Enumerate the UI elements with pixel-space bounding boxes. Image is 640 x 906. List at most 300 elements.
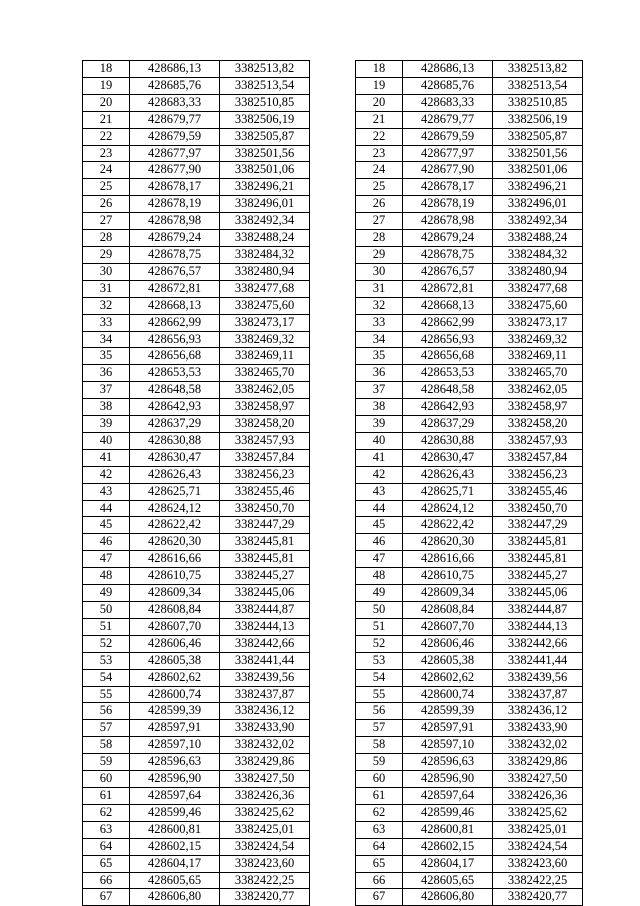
table-row bbox=[83, 635, 583, 652]
left-x-coordinate-cell: 428656,93 bbox=[130, 331, 220, 348]
left-point-number-cell: 51 bbox=[83, 618, 130, 635]
left-point-number-cell: 53 bbox=[83, 652, 130, 669]
table-row bbox=[83, 602, 583, 619]
table-row bbox=[83, 855, 583, 872]
right-point-number-cell: 22 bbox=[356, 128, 403, 145]
table-row bbox=[83, 77, 583, 94]
right-y-coordinate-cell: 3382425,62 bbox=[493, 804, 583, 821]
left-y-coordinate-cell: 3382429,86 bbox=[220, 754, 310, 771]
right-point-number-cell: 31 bbox=[356, 280, 403, 297]
left-x-coordinate-cell: 428622,42 bbox=[130, 517, 220, 534]
right-x-coordinate-cell: 428600,81 bbox=[403, 821, 493, 838]
right-x-coordinate-cell: 428626,43 bbox=[403, 466, 493, 483]
right-point-number-cell: 60 bbox=[356, 771, 403, 788]
column-gap bbox=[310, 230, 356, 247]
table-row bbox=[83, 213, 583, 230]
left-point-number-cell: 27 bbox=[83, 213, 130, 230]
left-x-coordinate-cell: 428599,39 bbox=[130, 703, 220, 720]
right-x-coordinate-cell: 428656,68 bbox=[403, 348, 493, 365]
left-x-coordinate-cell: 428642,93 bbox=[130, 399, 220, 416]
left-x-coordinate-cell: 428677,90 bbox=[130, 162, 220, 179]
right-x-coordinate-cell: 428602,15 bbox=[403, 838, 493, 855]
left-point-number-cell: 41 bbox=[83, 449, 130, 466]
column-gap bbox=[310, 416, 356, 433]
right-point-number-cell: 57 bbox=[356, 720, 403, 737]
left-point-number-cell: 55 bbox=[83, 686, 130, 703]
left-y-coordinate-cell: 3382424,54 bbox=[220, 838, 310, 855]
right-y-coordinate-cell: 3382473,17 bbox=[493, 314, 583, 331]
right-point-number-cell: 50 bbox=[356, 602, 403, 619]
right-y-coordinate-cell: 3382422,25 bbox=[493, 872, 583, 889]
left-y-coordinate-cell: 3382420,77 bbox=[220, 889, 310, 906]
left-point-number-cell: 35 bbox=[83, 348, 130, 365]
column-gap bbox=[310, 111, 356, 128]
column-gap bbox=[310, 399, 356, 416]
left-point-number-cell: 29 bbox=[83, 246, 130, 263]
table-row bbox=[83, 314, 583, 331]
column-gap bbox=[310, 466, 356, 483]
right-x-coordinate-cell: 428608,84 bbox=[403, 602, 493, 619]
column-gap bbox=[310, 179, 356, 196]
column-gap bbox=[310, 246, 356, 263]
left-x-coordinate-cell: 428620,30 bbox=[130, 534, 220, 551]
column-gap bbox=[310, 855, 356, 872]
left-point-number-cell: 18 bbox=[83, 61, 130, 78]
right-point-number-cell: 20 bbox=[356, 94, 403, 111]
right-point-number-cell: 43 bbox=[356, 483, 403, 500]
right-point-number-cell: 47 bbox=[356, 551, 403, 568]
left-x-coordinate-cell: 428679,24 bbox=[130, 230, 220, 247]
table-row bbox=[83, 128, 583, 145]
table-row bbox=[83, 517, 583, 534]
left-point-number-cell: 38 bbox=[83, 399, 130, 416]
left-x-coordinate-cell: 428616,66 bbox=[130, 551, 220, 568]
right-y-coordinate-cell: 3382475,60 bbox=[493, 297, 583, 314]
column-gap bbox=[310, 618, 356, 635]
left-y-coordinate-cell: 3382488,24 bbox=[220, 230, 310, 247]
right-x-coordinate-cell: 428683,33 bbox=[403, 94, 493, 111]
right-point-number-cell: 55 bbox=[356, 686, 403, 703]
table-row bbox=[83, 466, 583, 483]
table-row bbox=[83, 804, 583, 821]
left-point-number-cell: 19 bbox=[83, 77, 130, 94]
right-y-coordinate-cell: 3382445,81 bbox=[493, 534, 583, 551]
left-x-coordinate-cell: 428637,29 bbox=[130, 416, 220, 433]
right-x-coordinate-cell: 428653,53 bbox=[403, 365, 493, 382]
right-y-coordinate-cell: 3382424,54 bbox=[493, 838, 583, 855]
right-y-coordinate-cell: 3382445,27 bbox=[493, 568, 583, 585]
left-x-coordinate-cell: 428656,68 bbox=[130, 348, 220, 365]
left-x-coordinate-cell: 428676,57 bbox=[130, 263, 220, 280]
right-point-number-cell: 35 bbox=[356, 348, 403, 365]
left-point-number-cell: 50 bbox=[83, 602, 130, 619]
right-y-coordinate-cell: 3382423,60 bbox=[493, 855, 583, 872]
left-y-coordinate-cell: 3382444,87 bbox=[220, 602, 310, 619]
right-point-number-cell: 63 bbox=[356, 821, 403, 838]
right-y-coordinate-cell: 3382420,77 bbox=[493, 889, 583, 906]
left-y-coordinate-cell: 3382445,06 bbox=[220, 585, 310, 602]
left-x-coordinate-cell: 428605,38 bbox=[130, 652, 220, 669]
left-point-number-cell: 63 bbox=[83, 821, 130, 838]
right-x-coordinate-cell: 428596,90 bbox=[403, 771, 493, 788]
left-x-coordinate-cell: 428653,53 bbox=[130, 365, 220, 382]
left-point-number-cell: 20 bbox=[83, 94, 130, 111]
left-point-number-cell: 25 bbox=[83, 179, 130, 196]
left-y-coordinate-cell: 3382505,87 bbox=[220, 128, 310, 145]
left-point-number-cell: 62 bbox=[83, 804, 130, 821]
table-row bbox=[83, 618, 583, 635]
left-x-coordinate-cell: 428677,97 bbox=[130, 145, 220, 162]
column-gap bbox=[310, 669, 356, 686]
table-row bbox=[83, 652, 583, 669]
column-gap bbox=[310, 787, 356, 804]
column-gap bbox=[310, 602, 356, 619]
right-x-coordinate-cell: 428678,98 bbox=[403, 213, 493, 230]
right-y-coordinate-cell: 3382496,01 bbox=[493, 196, 583, 213]
right-point-number-cell: 52 bbox=[356, 635, 403, 652]
table-row bbox=[83, 737, 583, 754]
left-y-coordinate-cell: 3382441,44 bbox=[220, 652, 310, 669]
left-y-coordinate-cell: 3382469,32 bbox=[220, 331, 310, 348]
right-y-coordinate-cell: 3382484,32 bbox=[493, 246, 583, 263]
right-point-number-cell: 54 bbox=[356, 669, 403, 686]
left-y-coordinate-cell: 3382492,34 bbox=[220, 213, 310, 230]
right-point-number-cell: 23 bbox=[356, 145, 403, 162]
left-x-coordinate-cell: 428597,64 bbox=[130, 787, 220, 804]
right-point-number-cell: 39 bbox=[356, 416, 403, 433]
column-gap bbox=[310, 500, 356, 517]
right-x-coordinate-cell: 428630,47 bbox=[403, 449, 493, 466]
left-x-coordinate-cell: 428685,76 bbox=[130, 77, 220, 94]
left-point-number-cell: 43 bbox=[83, 483, 130, 500]
column-gap bbox=[310, 365, 356, 382]
table-row bbox=[83, 449, 583, 466]
left-point-number-cell: 21 bbox=[83, 111, 130, 128]
column-gap bbox=[310, 77, 356, 94]
left-point-number-cell: 24 bbox=[83, 162, 130, 179]
right-y-coordinate-cell: 3382437,87 bbox=[493, 686, 583, 703]
left-x-coordinate-cell: 428683,33 bbox=[130, 94, 220, 111]
left-point-number-cell: 46 bbox=[83, 534, 130, 551]
left-y-coordinate-cell: 3382425,01 bbox=[220, 821, 310, 838]
right-y-coordinate-cell: 3382457,84 bbox=[493, 449, 583, 466]
right-point-number-cell: 18 bbox=[356, 61, 403, 78]
right-x-coordinate-cell: 428597,91 bbox=[403, 720, 493, 737]
right-y-coordinate-cell: 3382450,70 bbox=[493, 500, 583, 517]
right-point-number-cell: 42 bbox=[356, 466, 403, 483]
table-row bbox=[83, 280, 583, 297]
left-x-coordinate-cell: 428686,13 bbox=[130, 61, 220, 78]
table-row bbox=[83, 230, 583, 247]
column-gap bbox=[310, 720, 356, 737]
left-y-coordinate-cell: 3382436,12 bbox=[220, 703, 310, 720]
right-x-coordinate-cell: 428624,12 bbox=[403, 500, 493, 517]
right-point-number-cell: 29 bbox=[356, 246, 403, 263]
table-row bbox=[83, 246, 583, 263]
right-x-coordinate-cell: 428637,29 bbox=[403, 416, 493, 433]
right-y-coordinate-cell: 3382469,32 bbox=[493, 331, 583, 348]
left-x-coordinate-cell: 428605,65 bbox=[130, 872, 220, 889]
left-x-coordinate-cell: 428606,80 bbox=[130, 889, 220, 906]
left-point-number-cell: 40 bbox=[83, 432, 130, 449]
right-point-number-cell: 25 bbox=[356, 179, 403, 196]
right-y-coordinate-cell: 3382505,87 bbox=[493, 128, 583, 145]
table-row bbox=[83, 787, 583, 804]
column-gap bbox=[310, 348, 356, 365]
right-point-number-cell: 45 bbox=[356, 517, 403, 534]
table-row bbox=[83, 432, 583, 449]
right-x-coordinate-cell: 428602,62 bbox=[403, 669, 493, 686]
right-x-coordinate-cell: 428599,46 bbox=[403, 804, 493, 821]
left-y-coordinate-cell: 3382427,50 bbox=[220, 771, 310, 788]
left-x-coordinate-cell: 428630,47 bbox=[130, 449, 220, 466]
left-x-coordinate-cell: 428597,10 bbox=[130, 737, 220, 754]
column-gap bbox=[310, 804, 356, 821]
left-point-number-cell: 37 bbox=[83, 382, 130, 399]
right-point-number-cell: 44 bbox=[356, 500, 403, 517]
left-x-coordinate-cell: 428624,12 bbox=[130, 500, 220, 517]
left-y-coordinate-cell: 3382506,19 bbox=[220, 111, 310, 128]
column-gap bbox=[310, 517, 356, 534]
column-gap bbox=[310, 297, 356, 314]
left-y-coordinate-cell: 3382425,62 bbox=[220, 804, 310, 821]
right-x-coordinate-cell: 428607,70 bbox=[403, 618, 493, 635]
left-x-coordinate-cell: 428678,98 bbox=[130, 213, 220, 230]
right-x-coordinate-cell: 428656,93 bbox=[403, 331, 493, 348]
right-y-coordinate-cell: 3382444,87 bbox=[493, 602, 583, 619]
right-y-coordinate-cell: 3382488,24 bbox=[493, 230, 583, 247]
left-x-coordinate-cell: 428672,81 bbox=[130, 280, 220, 297]
left-y-coordinate-cell: 3382477,68 bbox=[220, 280, 310, 297]
left-point-number-cell: 59 bbox=[83, 754, 130, 771]
right-x-coordinate-cell: 428605,38 bbox=[403, 652, 493, 669]
right-y-coordinate-cell: 3382496,21 bbox=[493, 179, 583, 196]
left-y-coordinate-cell: 3382462,05 bbox=[220, 382, 310, 399]
right-point-number-cell: 61 bbox=[356, 787, 403, 804]
right-point-number-cell: 67 bbox=[356, 889, 403, 906]
right-x-coordinate-cell: 428678,17 bbox=[403, 179, 493, 196]
right-x-coordinate-cell: 428668,13 bbox=[403, 297, 493, 314]
right-point-number-cell: 32 bbox=[356, 297, 403, 314]
right-x-coordinate-cell: 428642,93 bbox=[403, 399, 493, 416]
left-point-number-cell: 65 bbox=[83, 855, 130, 872]
right-x-coordinate-cell: 428604,17 bbox=[403, 855, 493, 872]
column-gap bbox=[310, 314, 356, 331]
column-gap bbox=[310, 568, 356, 585]
left-y-coordinate-cell: 3382458,20 bbox=[220, 416, 310, 433]
column-gap bbox=[310, 754, 356, 771]
left-x-coordinate-cell: 428609,34 bbox=[130, 585, 220, 602]
right-x-coordinate-cell: 428679,24 bbox=[403, 230, 493, 247]
right-point-number-cell: 58 bbox=[356, 737, 403, 754]
coordinates-table bbox=[82, 60, 583, 906]
right-y-coordinate-cell: 3382492,34 bbox=[493, 213, 583, 230]
right-x-coordinate-cell: 428596,63 bbox=[403, 754, 493, 771]
table-row bbox=[83, 534, 583, 551]
left-x-coordinate-cell: 428626,43 bbox=[130, 466, 220, 483]
left-x-coordinate-cell: 428610,75 bbox=[130, 568, 220, 585]
left-y-coordinate-cell: 3382513,54 bbox=[220, 77, 310, 94]
left-x-coordinate-cell: 428604,17 bbox=[130, 855, 220, 872]
right-y-coordinate-cell: 3382458,97 bbox=[493, 399, 583, 416]
table-row bbox=[83, 196, 583, 213]
column-gap bbox=[310, 61, 356, 78]
table-row bbox=[83, 872, 583, 889]
column-gap bbox=[310, 838, 356, 855]
left-y-coordinate-cell: 3382458,97 bbox=[220, 399, 310, 416]
column-gap bbox=[310, 331, 356, 348]
table-row bbox=[83, 669, 583, 686]
table-row bbox=[83, 703, 583, 720]
right-y-coordinate-cell: 3382501,56 bbox=[493, 145, 583, 162]
right-x-coordinate-cell: 428620,30 bbox=[403, 534, 493, 551]
left-x-coordinate-cell: 428679,77 bbox=[130, 111, 220, 128]
right-x-coordinate-cell: 428648,58 bbox=[403, 382, 493, 399]
left-point-number-cell: 23 bbox=[83, 145, 130, 162]
right-x-coordinate-cell: 428686,13 bbox=[403, 61, 493, 78]
right-y-coordinate-cell: 3382480,94 bbox=[493, 263, 583, 280]
right-point-number-cell: 27 bbox=[356, 213, 403, 230]
right-x-coordinate-cell: 428677,90 bbox=[403, 162, 493, 179]
right-x-coordinate-cell: 428622,42 bbox=[403, 517, 493, 534]
left-y-coordinate-cell: 3382496,01 bbox=[220, 196, 310, 213]
left-x-coordinate-cell: 428599,46 bbox=[130, 804, 220, 821]
right-y-coordinate-cell: 3382445,06 bbox=[493, 585, 583, 602]
right-x-coordinate-cell: 428597,64 bbox=[403, 787, 493, 804]
right-point-number-cell: 36 bbox=[356, 365, 403, 382]
left-point-number-cell: 67 bbox=[83, 889, 130, 906]
left-point-number-cell: 32 bbox=[83, 297, 130, 314]
table-row bbox=[83, 771, 583, 788]
right-y-coordinate-cell: 3382427,50 bbox=[493, 771, 583, 788]
column-gap bbox=[310, 635, 356, 652]
right-point-number-cell: 19 bbox=[356, 77, 403, 94]
table-row bbox=[83, 162, 583, 179]
left-y-coordinate-cell: 3382426,36 bbox=[220, 787, 310, 804]
left-y-coordinate-cell: 3382469,11 bbox=[220, 348, 310, 365]
right-x-coordinate-cell: 428616,66 bbox=[403, 551, 493, 568]
right-y-coordinate-cell: 3382433,90 bbox=[493, 720, 583, 737]
left-point-number-cell: 30 bbox=[83, 263, 130, 280]
left-x-coordinate-cell: 428596,90 bbox=[130, 771, 220, 788]
left-x-coordinate-cell: 428602,15 bbox=[130, 838, 220, 855]
left-y-coordinate-cell: 3382433,90 bbox=[220, 720, 310, 737]
right-point-number-cell: 51 bbox=[356, 618, 403, 635]
right-point-number-cell: 30 bbox=[356, 263, 403, 280]
right-x-coordinate-cell: 428605,65 bbox=[403, 872, 493, 889]
column-gap bbox=[310, 737, 356, 754]
left-point-number-cell: 61 bbox=[83, 787, 130, 804]
column-gap bbox=[310, 872, 356, 889]
right-x-coordinate-cell: 428672,81 bbox=[403, 280, 493, 297]
left-x-coordinate-cell: 428630,88 bbox=[130, 432, 220, 449]
right-y-coordinate-cell: 3382432,02 bbox=[493, 737, 583, 754]
right-point-number-cell: 62 bbox=[356, 804, 403, 821]
right-point-number-cell: 48 bbox=[356, 568, 403, 585]
column-gap bbox=[310, 145, 356, 162]
column-gap bbox=[310, 551, 356, 568]
right-y-coordinate-cell: 3382439,56 bbox=[493, 669, 583, 686]
table-row bbox=[83, 399, 583, 416]
left-point-number-cell: 58 bbox=[83, 737, 130, 754]
coordinates-table-body bbox=[83, 61, 583, 906]
right-x-coordinate-cell: 428630,88 bbox=[403, 432, 493, 449]
left-y-coordinate-cell: 3382456,23 bbox=[220, 466, 310, 483]
left-y-coordinate-cell: 3382473,17 bbox=[220, 314, 310, 331]
right-y-coordinate-cell: 3382444,13 bbox=[493, 618, 583, 635]
right-point-number-cell: 34 bbox=[356, 331, 403, 348]
column-gap bbox=[310, 432, 356, 449]
left-point-number-cell: 54 bbox=[83, 669, 130, 686]
left-y-coordinate-cell: 3382513,82 bbox=[220, 61, 310, 78]
left-point-number-cell: 22 bbox=[83, 128, 130, 145]
right-y-coordinate-cell: 3382457,93 bbox=[493, 432, 583, 449]
column-gap bbox=[310, 585, 356, 602]
left-x-coordinate-cell: 428597,91 bbox=[130, 720, 220, 737]
left-x-coordinate-cell: 428607,70 bbox=[130, 618, 220, 635]
column-gap bbox=[310, 263, 356, 280]
table-row bbox=[83, 585, 583, 602]
right-point-number-cell: 64 bbox=[356, 838, 403, 855]
left-point-number-cell: 60 bbox=[83, 771, 130, 788]
left-x-coordinate-cell: 428678,17 bbox=[130, 179, 220, 196]
column-gap bbox=[310, 128, 356, 145]
right-y-coordinate-cell: 3382513,54 bbox=[493, 77, 583, 94]
column-gap bbox=[310, 889, 356, 906]
right-y-coordinate-cell: 3382458,20 bbox=[493, 416, 583, 433]
table-row bbox=[83, 297, 583, 314]
left-x-coordinate-cell: 428600,74 bbox=[130, 686, 220, 703]
left-point-number-cell: 48 bbox=[83, 568, 130, 585]
right-point-number-cell: 59 bbox=[356, 754, 403, 771]
left-y-coordinate-cell: 3382422,25 bbox=[220, 872, 310, 889]
right-point-number-cell: 40 bbox=[356, 432, 403, 449]
right-point-number-cell: 38 bbox=[356, 399, 403, 416]
table-row bbox=[83, 568, 583, 585]
column-gap bbox=[310, 686, 356, 703]
table-row bbox=[83, 263, 583, 280]
column-gap bbox=[310, 652, 356, 669]
left-y-coordinate-cell: 3382496,21 bbox=[220, 179, 310, 196]
right-point-number-cell: 56 bbox=[356, 703, 403, 720]
right-x-coordinate-cell: 428597,10 bbox=[403, 737, 493, 754]
table-row bbox=[83, 61, 583, 78]
column-gap bbox=[310, 771, 356, 788]
right-y-coordinate-cell: 3382510,85 bbox=[493, 94, 583, 111]
column-gap bbox=[310, 449, 356, 466]
right-point-number-cell: 46 bbox=[356, 534, 403, 551]
left-y-coordinate-cell: 3382501,56 bbox=[220, 145, 310, 162]
left-point-number-cell: 28 bbox=[83, 230, 130, 247]
table-row bbox=[83, 720, 583, 737]
right-y-coordinate-cell: 3382441,44 bbox=[493, 652, 583, 669]
table-row bbox=[83, 331, 583, 348]
table-row bbox=[83, 382, 583, 399]
left-y-coordinate-cell: 3382450,70 bbox=[220, 500, 310, 517]
left-y-coordinate-cell: 3382439,56 bbox=[220, 669, 310, 686]
left-y-coordinate-cell: 3382447,29 bbox=[220, 517, 310, 534]
right-x-coordinate-cell: 428606,46 bbox=[403, 635, 493, 652]
right-x-coordinate-cell: 428678,75 bbox=[403, 246, 493, 263]
right-x-coordinate-cell: 428679,59 bbox=[403, 128, 493, 145]
left-y-coordinate-cell: 3382444,13 bbox=[220, 618, 310, 635]
left-x-coordinate-cell: 428608,84 bbox=[130, 602, 220, 619]
left-x-coordinate-cell: 428596,63 bbox=[130, 754, 220, 771]
left-x-coordinate-cell: 428668,13 bbox=[130, 297, 220, 314]
right-y-coordinate-cell: 3382513,82 bbox=[493, 61, 583, 78]
table-row bbox=[83, 889, 583, 906]
right-point-number-cell: 33 bbox=[356, 314, 403, 331]
